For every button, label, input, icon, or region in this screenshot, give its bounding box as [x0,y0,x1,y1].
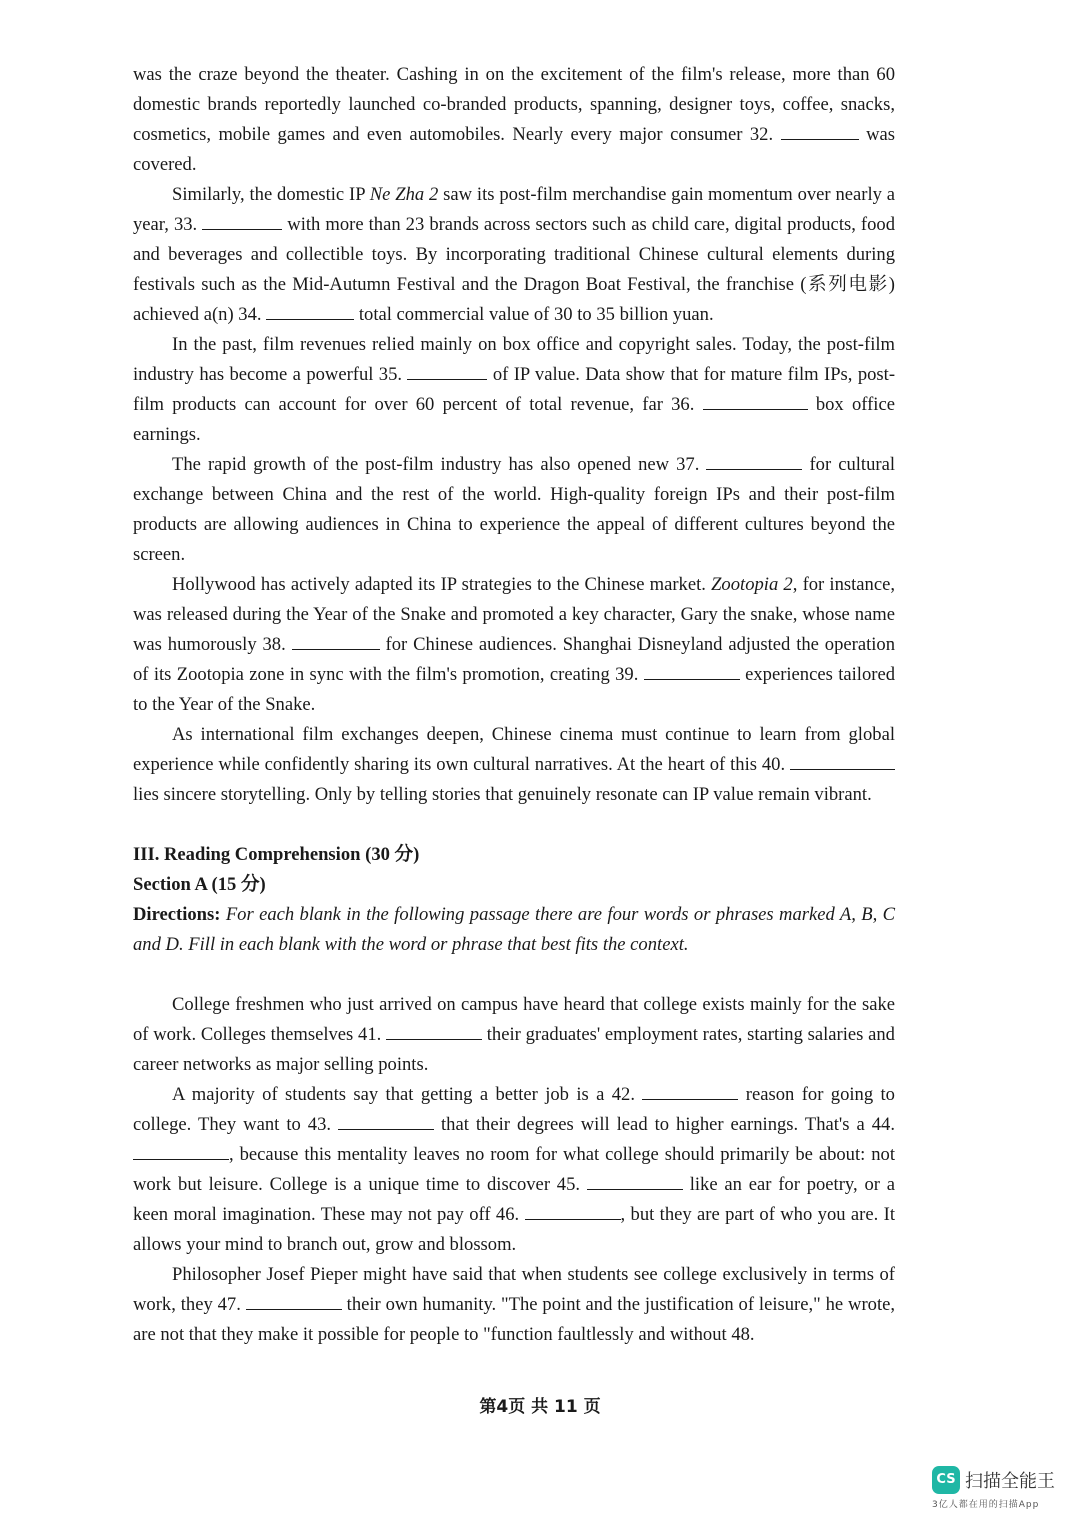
watermark-title: 扫描全能王 [965,1471,1055,1492]
answer-blank-33[interactable] [202,211,282,230]
answer-blank-37[interactable] [706,451,802,470]
answer-blank-32[interactable] [781,121,859,140]
passage1-paragraph-2 [133,180,895,330]
answer-blank-47[interactable] [246,1291,342,1310]
camscanner-logo-icon: CS [932,1466,960,1494]
passage1-paragraph-1 [133,60,895,180]
passage1-paragraph-3 [133,330,895,450]
answer-blank-45[interactable] [587,1171,683,1190]
text: As international film exchanges deepen, Chinese cinema must continue to learn from global experience while confidently sharing its own cultural narratives. At the heart of this 40. [133,724,895,775]
text: , but they are part of who you are. It allows your mind to branch out, grow and blossom. [133,1204,895,1255]
directions [133,900,895,960]
passage1-paragraph-5 [133,570,895,720]
text: like an ear for poetry, or a keen moral imagination. These may not pay off 46. [133,1174,895,1225]
text: total commercial value of 30 to 35 billion yuan. [358,304,714,325]
text: , for instance, was released during the Year of the Snake and promoted a key character, Gary the snake, whose name was humorously 38. [133,574,895,655]
answer-blank-39[interactable] [644,661,740,680]
text: reason for going to college. They want to 43. [133,1084,895,1135]
text: with more than 23 brands across sectors such as child care, digital products, food and beverages and collectible toys. By incorporating traditional Chinese cultural elements during festivals such as the Mid-Autumn Festival and the Dragon Boat Festival, the franchise (系列电影) achieved a(n) 34. [133,214,895,325]
text: box office earnings. [133,394,895,445]
answer-blank-46[interactable] [525,1201,621,1220]
answer-blank-44[interactable] [133,1141,229,1160]
text: for cultural exchange between China and the rest of the world. High-quality foreign IPs and their post-film products are allowing audiences in China to experience the appeal of different cultures beyond the screen. [133,454,895,565]
passage1-paragraph-6 [133,720,895,810]
text: A majority of students say that getting a better job is a 42. [172,1084,636,1105]
text: Hollywood has actively adapted its IP strategies to the Chinese market. [172,574,706,595]
page-number: 第4页 共 11 页 [479,1397,601,1417]
text: lies sincere storytelling. Only by telling stories that genuinely resonate can IP value remain vibrant. [133,784,872,805]
text: saw its post-film merchandise gain momentum over nearly a year, 33. [133,184,896,235]
section-subheading: Section A (15 分) [133,874,266,895]
answer-blank-38[interactable] [292,631,380,650]
spacer [133,960,895,990]
passage1-paragraph-4 [133,450,895,570]
passage2-paragraph-2 [133,1080,895,1260]
exam-page-body [133,60,895,1350]
text: , because this mentality leaves no room for what college should primarily be about: not work but leisure. College is a unique time to discover 45. [133,1144,895,1195]
text: was covered. [133,124,895,175]
spacer [133,810,895,840]
text: experiences tailored to the Year of the Snake. [133,664,895,715]
text: The rapid growth of the post-film industry has also opened new 37. [172,454,700,475]
answer-blank-43[interactable] [338,1111,434,1130]
watermark-subtitle: 3亿人都在用的扫描App [932,1500,1040,1510]
text: Similarly, the domestic IP [172,184,365,205]
directions-label: Directions: [133,904,221,925]
film-title-ne-zha-2: Ne Zha 2 [369,184,439,205]
text: College freshmen who just arrived on campus have heard that college exists mainly for the sake of work. Colleges themselves 41. [133,994,895,1045]
text: that their degrees will lead to higher earnings. That's a 44. [441,1114,895,1135]
answer-blank-34[interactable] [266,301,354,320]
directions-text: For each blank in the following passage there are four words or phrases marked A, B, C and D. Fill in each blank with the word or phrase that best fits the context. [133,904,895,955]
text: In the past, film revenues relied mainly on box office and copyright sales. Today, the post-film industry has become a powerful 35. [133,334,895,385]
passage2-paragraph-1 [133,990,895,1080]
text: for Chinese audiences. Shanghai Disneyland adjusted the operation of its Zootopia zone in sync with the film's promotion, creating 39. [133,634,896,685]
answer-blank-36[interactable] [703,391,808,410]
section-heading: III. Reading Comprehension (30 分) [133,844,420,865]
text: their own humanity. "The point and the justification of leisure," he wrote, are not that they make it possible for people to "function faultlessly and without 48. [133,1294,896,1345]
answer-blank-40[interactable] [790,751,895,770]
text: Philosopher Josef Pieper might have said that when students see college exclusively in terms of work, they 47. [133,1264,895,1315]
text: their graduates' employment rates, starting salaries and career networks as major selling points. [133,1024,895,1075]
film-title-zootopia-2: Zootopia 2 [711,574,793,595]
answer-blank-41[interactable] [386,1021,482,1040]
text: of IP value. Data show that for mature film IPs, post-film products can account for over 60 percent of total revenue, far 36. [133,364,896,415]
text: was the craze beyond the theater. Cashing in on the excitement of the film's release, more than 60 domestic brands reportedly launched co-branded products, spanning, designer toys, coffee, snacks, cosmetics, mobile games and even automobiles. Nearly every major consumer 32. [133,64,895,145]
passage2-paragraph-3 [133,1260,895,1350]
answer-blank-35[interactable] [407,361,487,380]
scanner-watermark [932,1466,1062,1516]
answer-blank-42[interactable] [642,1081,738,1100]
